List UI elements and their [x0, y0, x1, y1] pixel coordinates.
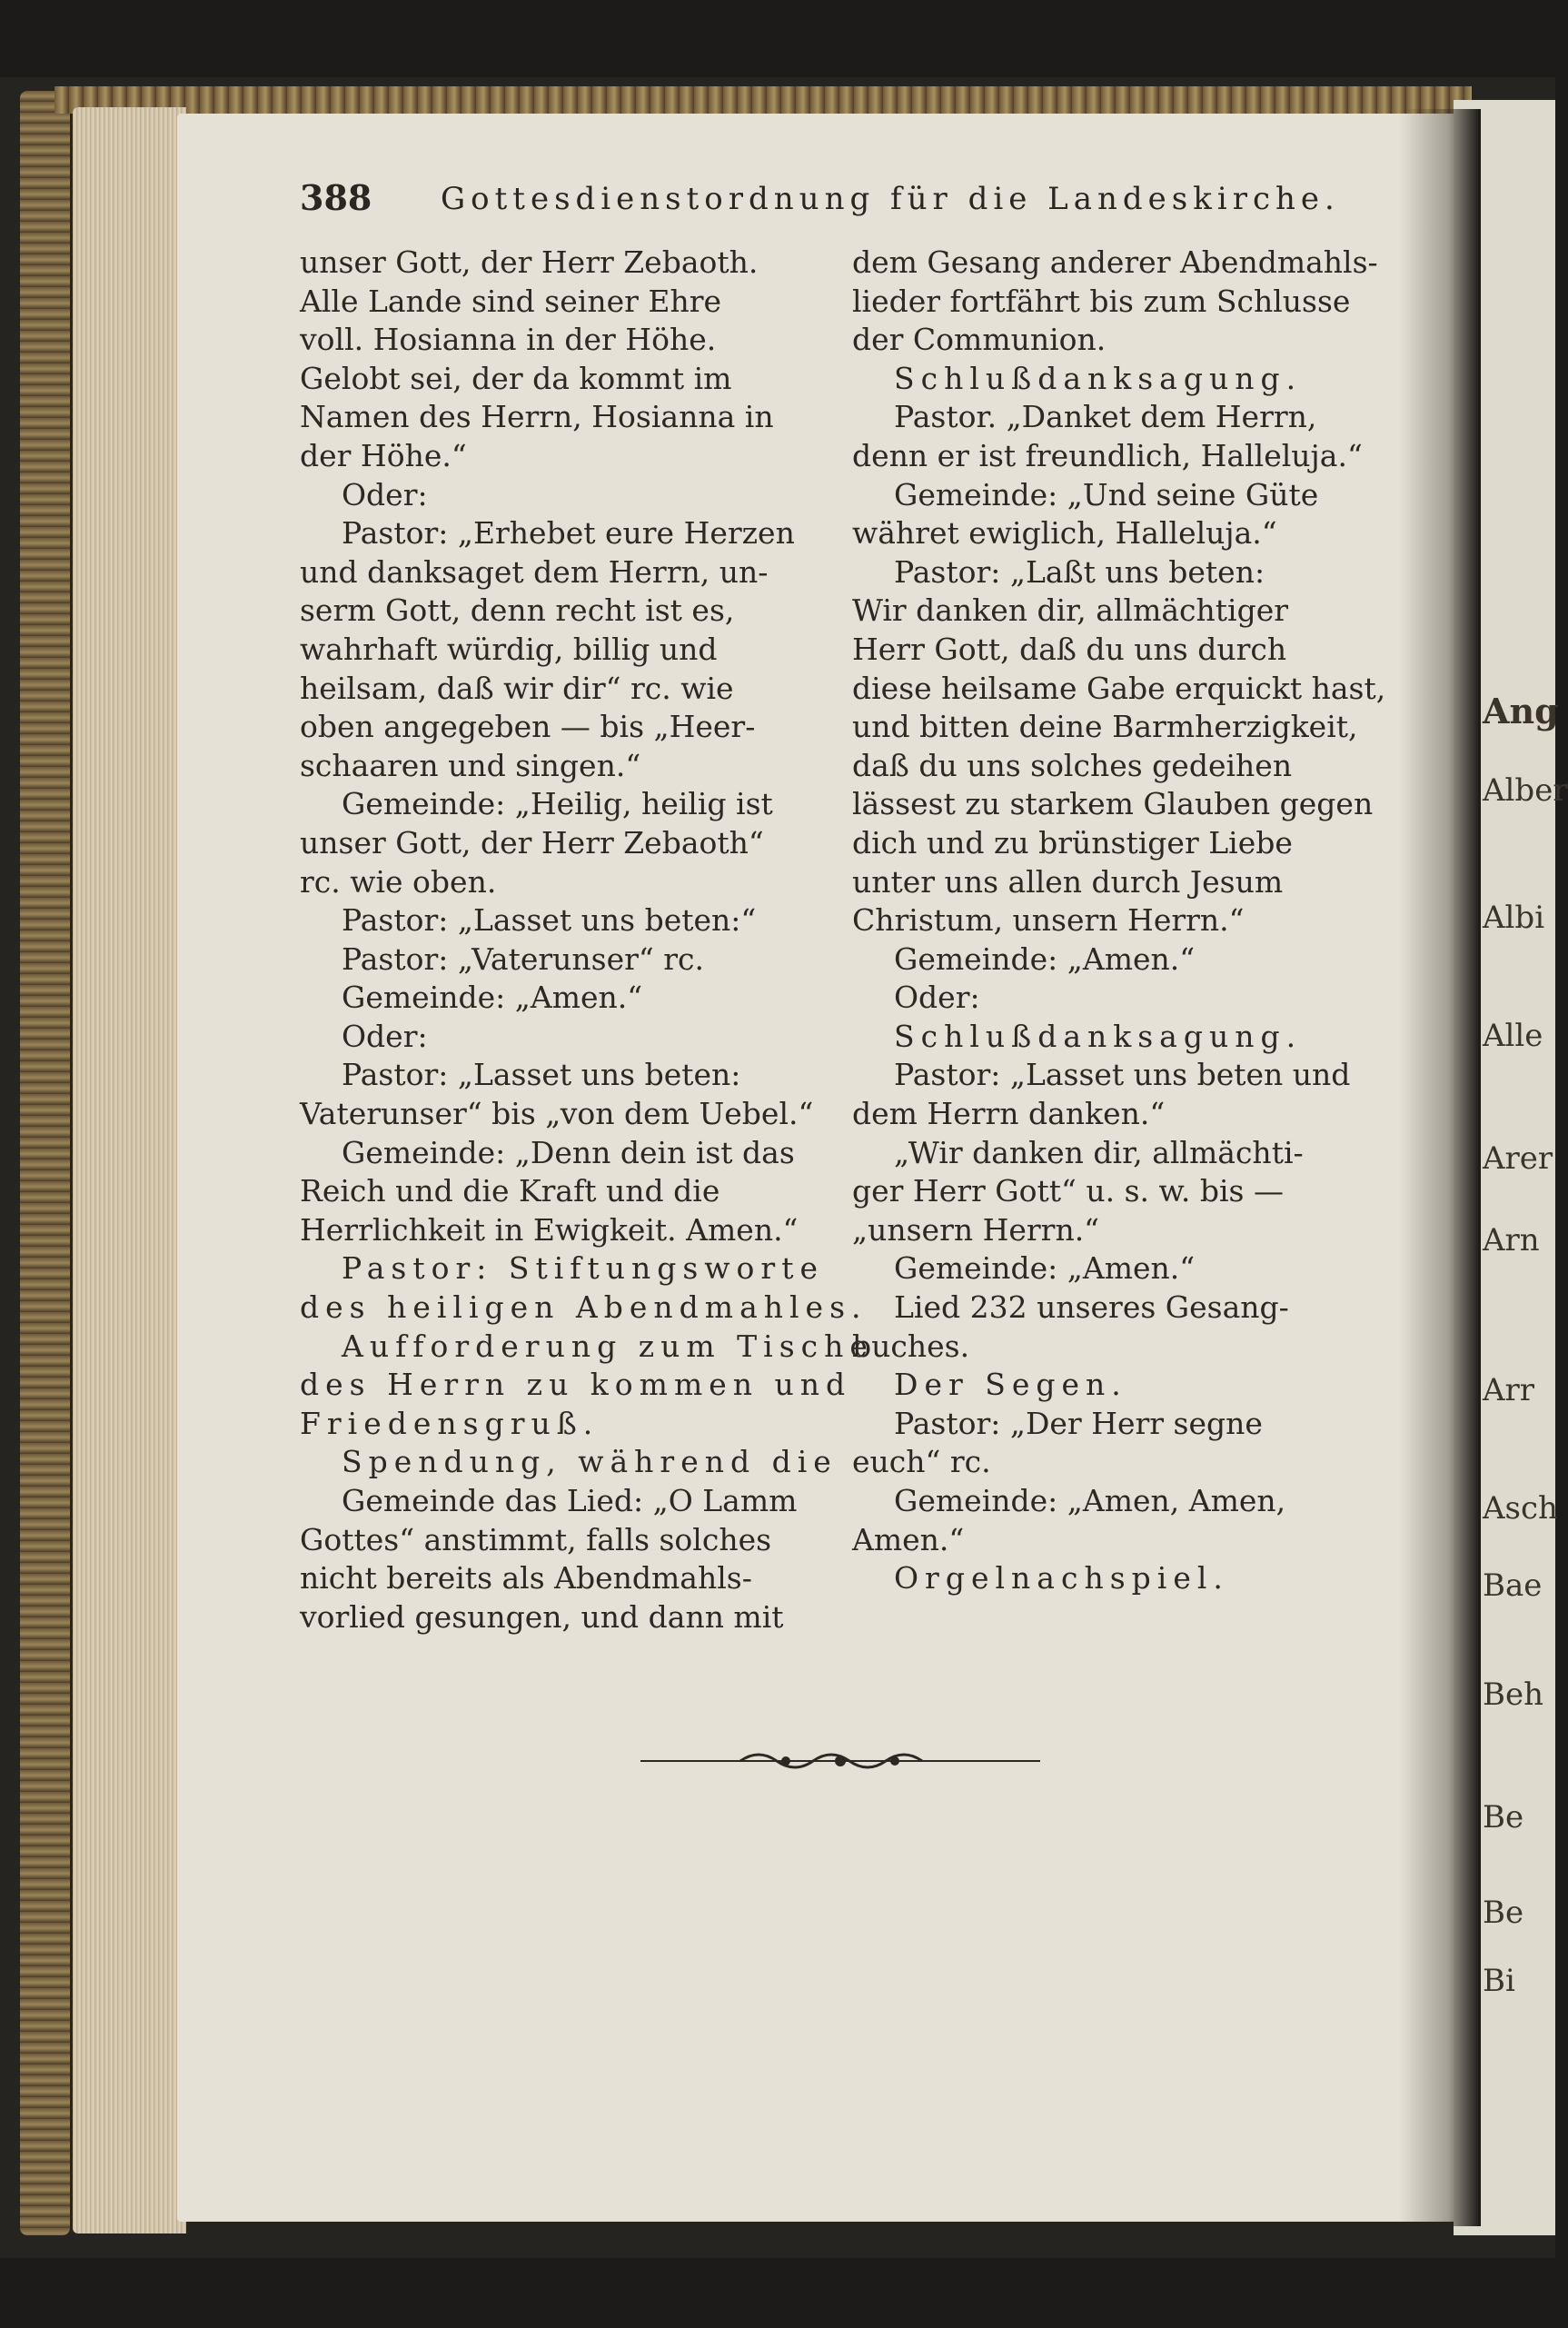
text-line: Spendung, während die	[342, 1444, 838, 1480]
text-line: Christum, unsern Herrn.“	[852, 902, 1245, 939]
page-block-edges	[73, 107, 186, 2233]
text-line: Gemeinde das Lied: „O Lamm	[342, 1483, 798, 1518]
text-line: Der Segen.	[894, 1367, 1127, 1403]
text-line: buches.	[852, 1328, 970, 1364]
text-line: und danksaget dem Herrn, un-	[300, 553, 769, 590]
text-line: dem Herrn danken.“	[852, 1096, 1166, 1132]
text-line: Namen des Herrn, Hosianna in	[300, 399, 774, 435]
text-line: serm Gott, denn recht ist es,	[300, 592, 735, 629]
text-line: oben angegeben — bis „Heer-	[300, 709, 756, 745]
text-line: wahrhaft würdig, billig und	[300, 631, 718, 667]
text-line: Pastor: Stiftungsworte	[342, 1250, 824, 1287]
text-line: Reich und die Kraft und die	[300, 1173, 720, 1209]
text-line: Vaterunser“ bis „von dem Uebel.“	[300, 1096, 814, 1132]
text-line: ger Herr Gott“ u. s. w. bis —	[852, 1173, 1284, 1209]
text-line: daß du uns solches gedeihen	[852, 747, 1293, 783]
text-line: währet ewiglich, Halleluja.“	[852, 515, 1277, 552]
text-line: unser Gott, der Herr Zebaoth“	[300, 824, 764, 861]
facing-page-word: Arn	[1483, 1222, 1540, 1259]
facing-page-word: Bi	[1483, 1963, 1515, 1999]
left-column	[300, 244, 874, 1637]
facing-page-word: Arer	[1483, 1140, 1553, 1177]
text-line: dem Gesang anderer Abendmahls-	[852, 244, 1378, 280]
text-line: nicht bereits als Abendmahls-	[300, 1560, 752, 1597]
text-line: Gemeinde: „Heilig, heilig ist	[342, 786, 773, 822]
text-line: unter uns allen durch Jesum	[852, 863, 1284, 900]
text-line: Gemeinde: „Denn dein ist das	[342, 1134, 795, 1170]
text-line: Orgelnachspiel.	[894, 1560, 1229, 1597]
gilt-top-edge	[55, 86, 1472, 114]
facing-page-word: Asch	[1483, 1490, 1558, 1527]
text-line: voll. Hosianna in der Höhe.	[300, 322, 717, 358]
facing-page-word: Ang	[1483, 691, 1559, 731]
text-line: Herr Gott, daß du uns durch	[852, 631, 1287, 667]
gutter-shadow	[1399, 109, 1481, 2226]
text-line: Pastor: „Lasset uns beten:“	[342, 902, 757, 939]
text-line: Friedensgruß.	[300, 1405, 600, 1441]
text-line: Pastor: „Lasset uns beten und	[894, 1057, 1351, 1093]
page-header	[300, 177, 1340, 232]
text-line: Herrlichkeit in Ewigkeit. Amen.“	[300, 1211, 799, 1248]
facing-page-word: Be	[1483, 1799, 1524, 1836]
running-head: Gottesdienstordnung für die Landeskirche.	[441, 181, 1340, 217]
facing-page-word: Arr	[1483, 1372, 1535, 1408]
facing-page-word: Be	[1483, 1895, 1524, 1931]
text-line: schaaren und singen.“	[300, 747, 641, 783]
text-line: „unsern Herrn.“	[852, 1211, 1100, 1248]
text-line: Aufforderung zum Tische	[342, 1328, 874, 1364]
page-number: 388	[300, 177, 372, 218]
text-line: lieder fortfährt bis zum Schlusse	[852, 283, 1351, 319]
text-line: euch“ rc.	[852, 1444, 991, 1480]
facing-page-word: Alle	[1483, 1018, 1543, 1054]
facing-page-word: Alber	[1483, 772, 1568, 809]
right-column	[852, 244, 1386, 1598]
text-line: unser Gott, der Herr Zebaoth.	[300, 244, 759, 280]
text-line: vorlied gesungen, und dann mit	[300, 1598, 784, 1635]
text-line: und bitten deine Barmherzigkeit,	[852, 709, 1358, 745]
text-line: lässest zu starkem Glauben gegen	[852, 786, 1374, 822]
closing-ornament	[640, 1743, 1040, 1779]
text-line: Schlußdanksagung.	[894, 1018, 1303, 1054]
facing-page-word: Bae	[1483, 1567, 1543, 1604]
text-line: des heiligen Abendmahles.	[300, 1289, 868, 1326]
text-line: der Höhe.“	[300, 437, 467, 473]
gilt-spine-edge	[20, 91, 70, 2235]
text-line: Wir danken dir, allmächtiger	[852, 592, 1289, 629]
text-line: Gemeinde: „Amen, Amen,	[894, 1483, 1286, 1518]
text-line: Oder:	[342, 476, 428, 512]
text-line: Gemeinde: „Amen.“	[342, 980, 643, 1016]
facing-page-word: Beh	[1483, 1676, 1544, 1713]
text-line: „Wir danken dir, allmächti-	[894, 1134, 1304, 1170]
text-line: Gottes“ anstimmt, falls solches	[300, 1521, 772, 1557]
text-line: der Communion.	[852, 322, 1107, 358]
text-line: denn er ist freundlich, Halleluja.“	[852, 437, 1363, 473]
text-line: Schlußdanksagung.	[894, 360, 1303, 396]
text-line: Lied 232 unseres Gesang-	[894, 1289, 1289, 1326]
text-line: Gelobt sei, der da kommt im	[300, 360, 732, 396]
text-line: diese heilsame Gabe erquickt hast,	[852, 670, 1386, 706]
text-line: Gemeinde: „Amen.“	[894, 940, 1196, 977]
facing-page-word: Albi	[1483, 900, 1545, 936]
text-line: Oder:	[342, 1018, 428, 1054]
text-line: Pastor. „Danket dem Herrn,	[894, 399, 1317, 435]
text-line: des Herrn zu kommen und	[300, 1367, 852, 1403]
text-line: heilsam, daß wir dir“ rc. wie	[300, 670, 734, 706]
text-line: Gemeinde: „Und seine Güte	[894, 476, 1319, 512]
text-line: Amen.“	[852, 1521, 965, 1557]
text-line: Pastor: „Lasset uns beten:	[342, 1057, 741, 1093]
text-line: Pastor: „Erhebet eure Herzen	[342, 515, 795, 552]
text-line: Pastor: „Laßt uns beten:	[894, 553, 1265, 590]
text-line: dich und zu brünstiger Liebe	[852, 824, 1293, 861]
text-line: Gemeinde: „Amen.“	[894, 1250, 1196, 1287]
text-line: Pastor: „Vaterunser“ rc.	[342, 940, 705, 977]
text-line: rc. wie oben.	[300, 863, 497, 900]
text-line: Pastor: „Der Herr segne	[894, 1405, 1263, 1441]
text-line: Oder:	[894, 980, 980, 1016]
text-line: Alle Lande sind seiner Ehre	[300, 283, 722, 319]
